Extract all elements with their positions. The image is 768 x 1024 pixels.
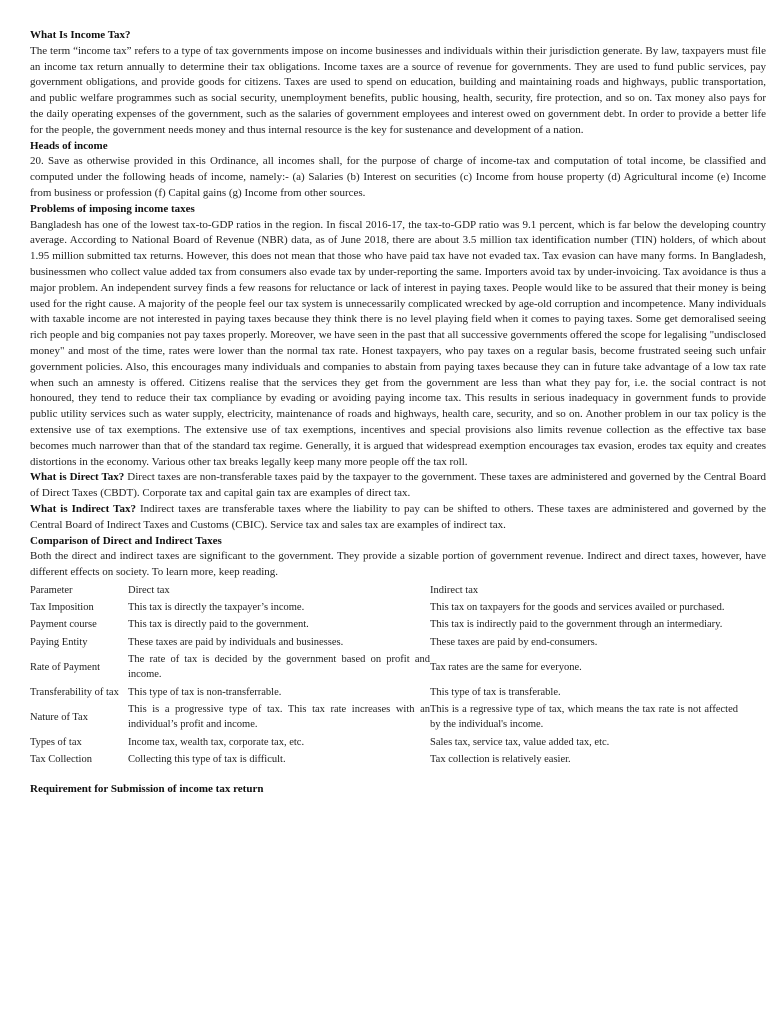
- table-row: [30, 734, 738, 751]
- table-row: [30, 751, 738, 768]
- table-header-cell: Direct tax: [128, 584, 170, 596]
- table-cell: Income tax, wealth tax, corporate tax, etc.: [128, 736, 305, 748]
- table-cell: These taxes are paid by individuals and businesses.: [128, 636, 344, 648]
- table-cell: This tax on taxpayers for the goods and services availed or purchased.: [430, 602, 725, 614]
- heading-indirect-tax: What is Indirect Tax?: [30, 502, 136, 515]
- paragraph-indirect-tax: [30, 502, 766, 534]
- table-header-row: [30, 582, 738, 599]
- table-cell: These taxes are paid by end-consumers.: [430, 636, 598, 648]
- table-header-cell: Indirect tax: [430, 584, 479, 596]
- table-cell: Paying Entity: [30, 636, 88, 648]
- table-cell: This tax is directly the taxpayer’s income.: [128, 602, 305, 614]
- table-cell: This type of tax is transferable.: [430, 686, 561, 698]
- table-cell: Types of tax: [30, 736, 82, 748]
- table-row: [30, 701, 738, 734]
- direct-tax-text: Direct taxes are non-transferable taxes paid by the taxpayer to the government. These taxes are administered and governed by the Central Board of Direct Taxes (CBDT). Corporate tax and capital gain tax are examples of direct tax.: [30, 471, 767, 500]
- indirect-tax-text: Indirect taxes are transferable taxes where the liability to pay can be shifted to others. These taxes are administered and governed by the Central Board of Indirect Taxes and Customs (CBIC). Service tax and sales tax are examples of indirect tax.: [30, 502, 766, 531]
- paragraph-heads-of-income: 20. Save as otherwise provided in this Ordinance, all incomes shall, for the purpose of charge of income-tax and computation of total income, be classified and computed under the following heads of income, namely:- (a) Salaries (b) Interest on securities (c) Income from house property (d) Agricultural income (e) Income from business or profession (f) Capital gains (g) Income from other sources.: [30, 155, 766, 199]
- paragraph-comparison: Both the direct and indirect taxes are significant to the government. They provide a sizable portion of government revenue. Indirect and direct taxes, however, have different effects on society. To learn more, keep reading.: [30, 550, 766, 579]
- table-cell: Nature of Tax: [30, 711, 88, 723]
- table-cell: The rate of tax is decided by the government based on profit and income.: [128, 654, 430, 681]
- table-cell: This tax is indirectly paid to the government through an intermediary.: [430, 619, 723, 631]
- table-cell: Tax collection is relatively easier.: [430, 753, 571, 765]
- table-row: [30, 616, 738, 633]
- table-cell: Rate of Payment: [30, 661, 100, 673]
- table-row: [30, 599, 738, 616]
- table-cell: This is a progressive type of tax. This tax rate increases with an individual’s profit and income.: [128, 703, 430, 731]
- paragraph-direct-tax: [30, 470, 766, 502]
- heading-income-tax-return: Requirement for Submission of income tax return: [30, 783, 264, 796]
- table-row: [30, 634, 738, 651]
- heading-comparison: Comparison of Direct and Indirect Taxes: [30, 534, 222, 547]
- table-cell: Tax Imposition: [30, 602, 94, 614]
- table-cell: Tax rates are the same for everyone.: [430, 661, 582, 673]
- table-cell: Transferability of tax: [30, 686, 119, 698]
- paragraph-problems-imposing-tax: Bangladesh has one of the lowest tax-to-GDP ratios in the region. In fiscal 2016-17, the tax-to-GDP ratio was 9.1 percent, which is far below the developing country average. According to National Board of Revenue (NBR) data, as of June 2018, there are about 3.5 million tax identification number (TIN) holders, of which about 1.95 million submitted tax returns. However, this does not mean that those who have paid tax have not evaded tax. Tax evasion can have many forms. In Bangladesh, businessmen who collect value added tax from consumers also evade tax by under-reporting the same. Importers avoid tax by under-invoicing. Tax avoidance is thus a major problem. An independent survey finds a few reasons for reluctance or lack of interest in paying taxes. People would like to be assured that their money is being used for the right cause. A majority of the people feel our tax system is unnecessarily complicated wrecked by age-old corruption and incompetence. Many individuals with taxable income are not interested in paying taxes because they think there is no level playing field when it comes to paying taxes. Some get demoralised seeing rich people and big companies not pay taxes properly. Moreover, we have seen in the past that all successive governments offered the scope for legalising "undisclosed money" and most of the time, rates were lower than the normal tax rate. Honest taxpayers, who pay taxes on a regular basis, become frustrated seeing such unfair government policies. Also, this encourages many individuals and companies to abstain from paying taxes because they can in future take advantage of a low tax rate when such an amnesty is offered. Citizens realise that the services they get from the government are less than what they pay for, i.e. the social contract is not honoured, they tend to reduce their tax compliance by evading or avoiding paying income tax. This results in serious inadequacy in government funds to provide public utility services such as water supply, electricity, maintenance of roads and highways, health care, security, and so on. Another problem in our tax policy is the extensive use of tax exemptions. The extensive use of tax exemptions, incentives and special provisions also limits revenue collection as the effective tax base becomes much narrower than that of the standard tax regime. Generally, it is argued that widespread exemption encourages tax evasion, erodes tax equity and creates distortions in the economy. Various other tax breaks legally keep many more people off the tax roll.: [30, 218, 766, 468]
- heading-problems-imposing-tax: Problems of imposing income taxes: [30, 202, 195, 215]
- heading-direct-tax: What is Direct Tax?: [30, 471, 125, 484]
- table-cell: Sales tax, service tax, value added tax, etc.: [430, 736, 610, 748]
- table-cell: Tax Collection: [30, 753, 92, 765]
- table-cell: Payment course: [30, 619, 97, 631]
- heading-what-is-income-tax: What Is Income Tax?: [30, 29, 131, 41]
- paragraph-income-tax-definition: The term “income tax” refers to a type of tax governments impose on income businesses and individuals within their jurisdiction generate. By law, taxpayers must file an income tax return annually to determine their tax obligations. Income taxes are a source of revenue for governments. They are used to fund public services, pay government obligations, and provide goods for citizens. Taxes are used to spend on education, building and maintaining roads and highways, public transportation, and public welfare programmes such as social security, unemployment benefits, public housing, health, security, fire protection, and so on. Tax money also pays for the daily operating expenses of the government, such as the salaries of government employees and interest owed on government debt. In order to provide a better life for the people, the government needs money and thus internal resource is the key for sustenance and development of a nation.: [30, 44, 766, 136]
- table-cell: This type of tax is non-transferrable.: [128, 686, 282, 698]
- table-header-cell: Parameter: [30, 584, 73, 596]
- table-row: [30, 651, 738, 684]
- table-cell: This tax is directly paid to the government.: [128, 619, 309, 631]
- table-row: [30, 684, 738, 701]
- table-cell: This is a regressive type of tax, which means the tax rate is not affected by the individual's income.: [430, 703, 738, 731]
- table-cell: Collecting this type of tax is difficult.: [128, 753, 286, 765]
- comparison-table: [30, 582, 738, 768]
- heading-heads-of-income: Heads of income: [30, 139, 108, 152]
